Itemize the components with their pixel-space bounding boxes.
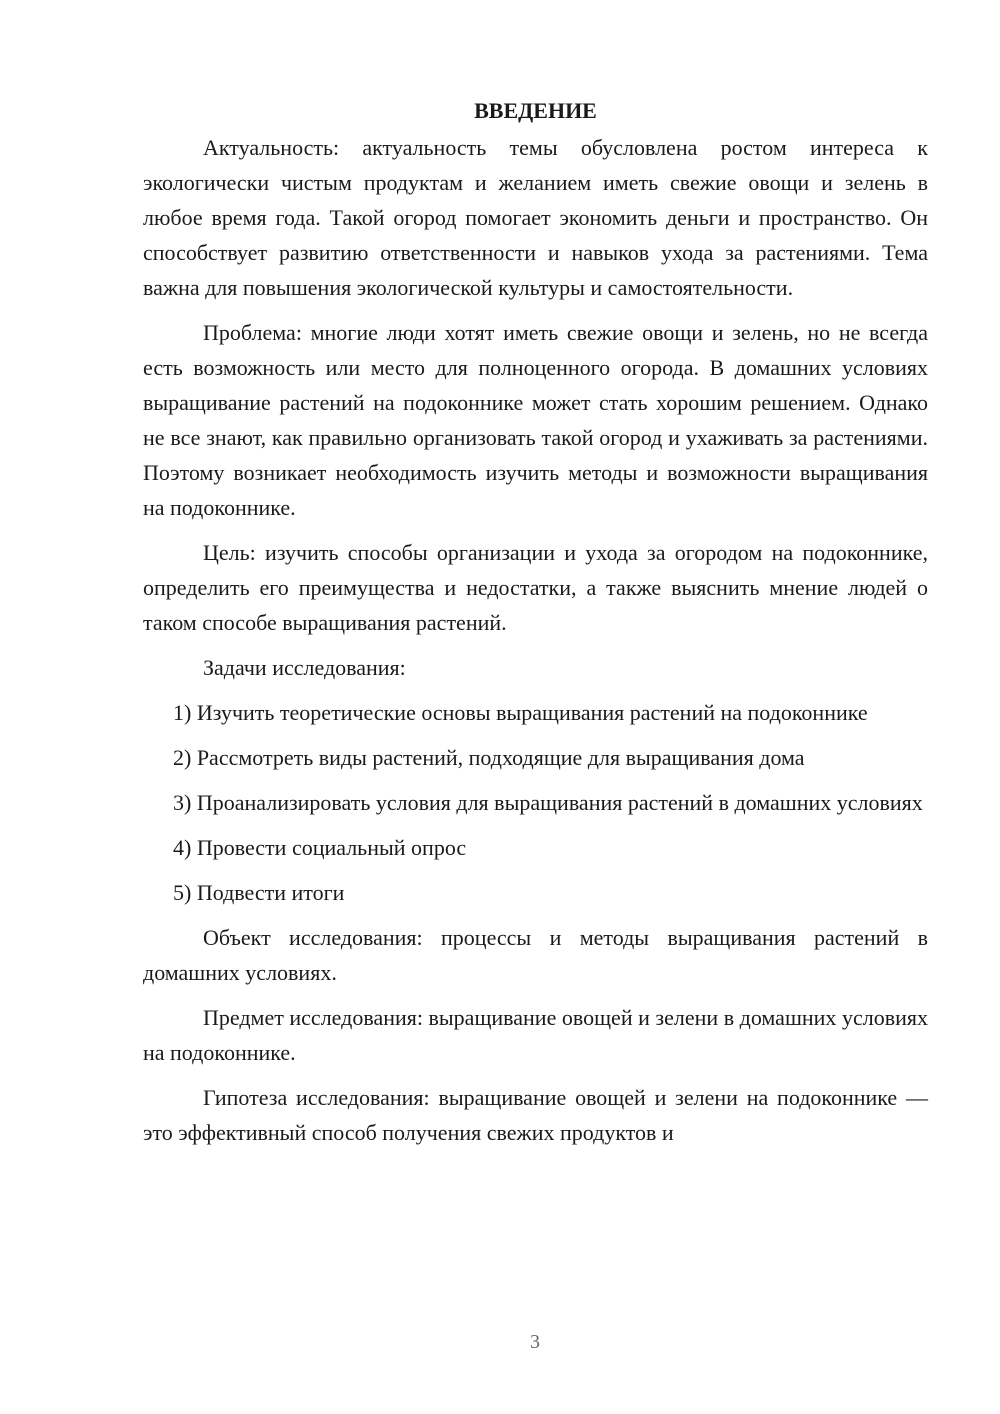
document-body xyxy=(143,93,928,1150)
task-list-item: 2) Рассмотреть виды растений, подходящие для выращивания дома xyxy=(173,745,805,770)
task-list-item: 5) Подвести итоги xyxy=(173,880,345,905)
paragraph-object: Объект исследования: процессы и методы выращивания растений в домашних условиях. xyxy=(143,925,928,985)
paragraph-goal: Цель: изучить способы организации и ухода за огородом на подоконнике, определить его преимущества и недостатки, а также выяснить мнение людей о таком способе выращивания растений. xyxy=(143,540,928,635)
paragraph-tasks-heading: Задачи исследования: xyxy=(203,655,406,680)
task-list-item: 3) Проанализировать условия для выращивания растений в домашних условиях xyxy=(173,790,923,815)
page-number: 3 xyxy=(530,1331,540,1353)
paragraph-problem: Проблема: многие люди хотят иметь свежие овощи и зелень, но не всегда есть возможность или место для полноценного огорода. В домашних условиях выращивание растений на подоконнике может стать хорошим решением. Однако не все знают, как правильно организовать такой огород и ухаживать за растениями. Поэтому возникает необходимость изучить методы и возможности выращивания на подоконнике. xyxy=(143,320,928,520)
task-list-item: 1) Изучить теоретические основы выращивания растений на подоконнике xyxy=(173,700,868,725)
section-heading: ВВЕДЕНИЕ xyxy=(474,98,597,123)
paragraph-relevance: Актуальность: актуальность темы обусловлена ростом интереса к экологически чистым продуктам и желанием иметь свежие овощи и зелень в любое время года. Такой огород помогает экономить деньги и пространство. Он способствует развитию ответственности и навыков ухода за растениями. Тема важна для повышения экологической культуры и самостоятельности. xyxy=(143,135,928,300)
paragraph-subject: Предмет исследования: выращивание овощей и зелени в домашних условиях на подоконнике. xyxy=(143,1005,928,1065)
paragraph-hypothesis: Гипотеза исследования: выращивание овощей и зелени на подоконнике — это эффективный способ получения свежих продуктов и xyxy=(143,1085,928,1145)
task-list-item: 4) Провести социальный опрос xyxy=(173,835,467,860)
